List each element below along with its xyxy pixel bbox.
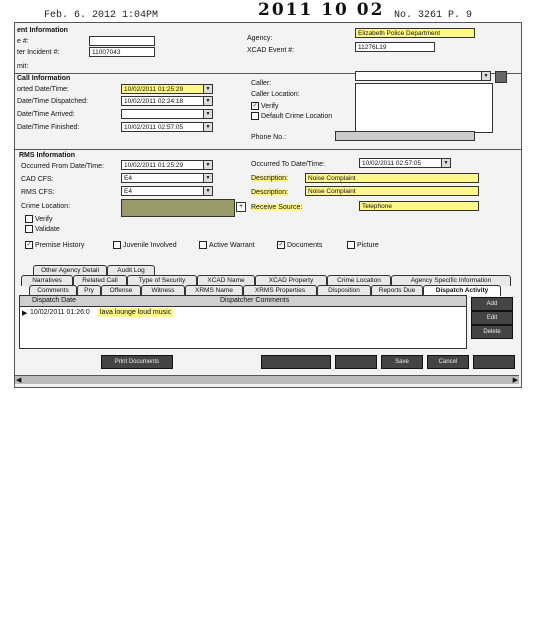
permit-label: mit: [17, 63, 29, 70]
incident-number-label: e #: [17, 38, 29, 45]
picture-label: Picture [357, 241, 379, 249]
tab-witness[interactable]: Witness [141, 285, 185, 296]
crime-location-label: Crime Location: [21, 203, 71, 210]
dropdown-arrow-icon[interactable]: ▼ [203, 161, 212, 169]
call-section-title: Call Information [17, 75, 71, 82]
tab-dispatch-activity[interactable]: Dispatch Activity [423, 285, 501, 296]
tab-offense[interactable]: Offense [101, 285, 141, 296]
caller-lookup-button[interactable] [495, 71, 507, 83]
tab-crime-location[interactable]: Crime Location [327, 275, 391, 286]
dropdown-arrow-icon[interactable]: ▼ [203, 85, 212, 93]
finished-label: Date/Time Finished: [17, 124, 80, 131]
agency-label: Agency: [247, 35, 273, 42]
active-warrant-label: Active Warrant [209, 241, 255, 249]
occurred-to-label: Occurred To Date/Time: [251, 161, 325, 168]
xcad-event-field[interactable]: 11276L19 [355, 42, 435, 52]
receive-source-label: Receive Source: [251, 204, 303, 211]
dispatched-label: Date/Time Dispatched: [17, 98, 88, 105]
edit-button[interactable]: Edit [471, 311, 513, 325]
dropdown-arrow-icon[interactable]: ▼ [203, 123, 212, 131]
dispatch-date-cell: 10/02/2011 01:26:0 [30, 309, 90, 316]
call-verify-label: Verify [261, 102, 279, 110]
description-1-field[interactable]: Noise Complaint [305, 173, 479, 183]
handwritten-date: 2011 10 02 [258, 0, 385, 20]
cancel-button[interactable]: Cancel [427, 355, 469, 369]
phone-label: Phone No.: [251, 134, 287, 141]
checkbox-empty-icon[interactable] [347, 241, 355, 249]
arrived-datetime-field[interactable] [121, 109, 213, 119]
delete-button[interactable]: Delete [471, 325, 513, 339]
tab-type-of-security[interactable]: Type of Security [127, 275, 197, 286]
premise-history-checkbox[interactable] [25, 241, 84, 249]
tab-disposition[interactable]: Disposition [317, 285, 371, 296]
dropdown-arrow-icon[interactable]: ▼ [203, 97, 212, 105]
fax-timestamp: Feb. 6. 2012 1:04PM [44, 10, 159, 21]
column-header-dispatcher-comments: Dispatcher Comments [220, 297, 290, 304]
horizontal-scrollbar[interactable] [15, 375, 519, 384]
incident-form [14, 22, 522, 388]
documents-checkbox[interactable] [277, 241, 322, 249]
agency-field[interactable]: Elizabeth Police Department [355, 28, 475, 38]
juvenile-involved-label: Juvenile Involved [123, 241, 177, 249]
description-2-field[interactable]: Noise Complaint [305, 186, 479, 196]
close-button[interactable] [473, 355, 515, 369]
rms-cfs-field[interactable] [121, 186, 213, 196]
crime-verify-label: Verify [35, 215, 53, 223]
save-button[interactable]: Save [381, 355, 423, 369]
picture-checkbox[interactable] [347, 241, 379, 249]
tab-agency-specific-information[interactable]: Agency Specific Information [391, 275, 511, 286]
checkbox-empty-icon[interactable] [199, 241, 207, 249]
tab-audit-log[interactable]: Audit Log [107, 265, 155, 276]
tab-pry[interactable]: Pry [77, 285, 101, 296]
cad-cfs-field[interactable] [121, 173, 213, 183]
action-button[interactable] [261, 355, 331, 369]
checkbox-empty-icon[interactable] [113, 241, 121, 249]
incident-number-field[interactable] [89, 36, 155, 46]
dropdown-arrow-icon[interactable]: ▼ [203, 187, 212, 195]
tab-xrms-name[interactable]: XRMS Name [185, 285, 243, 296]
caller-label: Caller: [251, 80, 272, 87]
divider [15, 149, 521, 150]
crime-verify-checkbox[interactable] [25, 215, 53, 223]
caller-location-label: Caller Location: [251, 91, 300, 98]
crime-location-field[interactable] [121, 199, 235, 217]
default-crime-location-checkbox[interactable] [251, 112, 332, 120]
tab-comments[interactable]: Comments [29, 285, 77, 296]
checkbox-checked-icon[interactable]: ✓ [252, 103, 258, 109]
checkbox-empty-icon[interactable] [25, 225, 33, 233]
xcad-event-label: XCAD Event #: [247, 47, 295, 54]
checkbox-checked-icon[interactable]: ✓ [278, 242, 284, 248]
rms-section-title: RMS Information [19, 152, 75, 159]
cad-cfs-label: CAD CFS: [21, 176, 54, 183]
dropdown-arrow-icon[interactable]: ▼ [441, 159, 450, 167]
cad-cfs-value: E4 [124, 175, 132, 182]
reported-label: orted Date/Time: [17, 86, 69, 93]
occurred-to-field[interactable] [359, 158, 451, 168]
action-button-2[interactable] [335, 355, 377, 369]
dispatched-datetime-value: 10/02/2011 02:24:18 [124, 98, 184, 105]
reported-datetime-field[interactable] [121, 84, 213, 94]
dropdown-arrow-icon[interactable]: ▼ [203, 110, 212, 118]
reported-datetime-value: 10/02/2011 01:25:29 [124, 86, 184, 93]
rms-cfs-value: E4 [124, 188, 132, 195]
dropdown-arrow-icon[interactable]: ▼ [481, 72, 490, 80]
fax-page-number: No. 3261 P. 9 [394, 10, 473, 21]
dispatch-activity-panel [19, 295, 467, 349]
checkbox-empty-icon[interactable] [25, 215, 33, 223]
checkbox-empty-icon[interactable] [251, 112, 259, 120]
caller-field[interactable] [355, 71, 491, 81]
active-warrant-checkbox[interactable] [199, 241, 255, 249]
description-1-label: Description: [251, 175, 288, 182]
column-header-dispatch-date: Dispatch Date [32, 297, 76, 304]
default-crime-location-label: Default Crime Location [261, 112, 333, 120]
receive-source-field[interactable]: Telephone [359, 201, 479, 211]
row-pointer-icon: ▶ [22, 310, 28, 317]
occurred-from-field[interactable] [121, 160, 213, 170]
dispatcher-comment-cell: lava lounge loud music [100, 309, 172, 316]
tab-related-call[interactable]: Related Call [73, 275, 127, 286]
caller-location-box[interactable] [355, 83, 493, 133]
add-button[interactable]: Add [471, 297, 513, 311]
incident-section-title: ent Information [17, 27, 68, 34]
tab-narratives[interactable]: Narratives [21, 275, 73, 286]
checkbox-checked-icon[interactable]: ✓ [26, 242, 32, 248]
crime-location-add-button[interactable]: + [236, 202, 246, 212]
other-incident-label: ter Incident #: [17, 49, 60, 56]
occurred-from-value: 10/02/2011 01:25:29 [124, 162, 184, 169]
finished-datetime-value: 10/02/2011 02:57:05 [124, 124, 184, 131]
dispatched-datetime-field[interactable] [121, 96, 213, 106]
occurred-to-value: 10/02/2011 02:57:05 [362, 160, 422, 167]
finished-datetime-field[interactable] [121, 122, 213, 132]
scroll-left-icon[interactable]: ◀ [16, 377, 22, 384]
validate-label: Validate [35, 225, 60, 233]
rms-cfs-label: RMS CFS: [21, 189, 55, 196]
call-verify-checkbox[interactable] [251, 102, 279, 110]
validate-checkbox[interactable] [25, 225, 60, 233]
juvenile-involved-checkbox[interactable] [113, 241, 177, 249]
arrived-label: Date/Time Arrived: [17, 111, 75, 118]
dropdown-arrow-icon[interactable]: ▼ [203, 174, 212, 182]
other-incident-field[interactable]: 11007043 [89, 47, 155, 57]
phone-field[interactable] [335, 131, 475, 141]
dispatch-table-header [20, 296, 466, 307]
tab-xcad-property[interactable]: XCAD Property [255, 275, 327, 286]
occurred-from-label: Occurred From Date/Time: [21, 163, 104, 170]
tab-reports-due[interactable]: Reports Due [371, 285, 423, 296]
premise-history-label: Premise History [35, 241, 85, 249]
table-row[interactable] [20, 308, 466, 319]
description-2-label: Description: [251, 189, 288, 196]
tab-other-agency-detail[interactable]: Other Agency Detail [33, 265, 107, 276]
print-documents-button[interactable]: Print Documents [101, 355, 173, 369]
scroll-right-icon[interactable]: ▶ [512, 377, 518, 384]
documents-label: Documents [287, 241, 323, 249]
tab-xcad-name[interactable]: XCAD Name [197, 275, 255, 286]
tab-xrms-properties[interactable]: XRMS Properties [243, 285, 317, 296]
